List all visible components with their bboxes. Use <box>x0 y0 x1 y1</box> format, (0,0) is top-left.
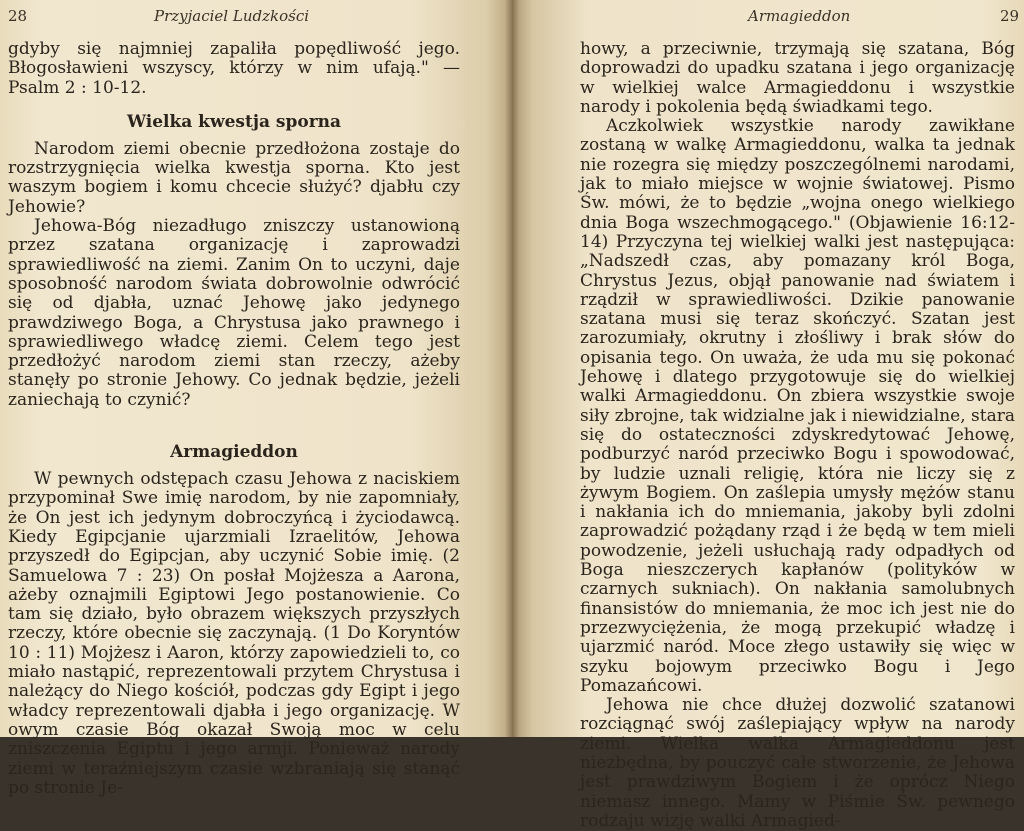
paragraph: Jehowa-Bóg niezadługo zniszczy ustanowioną przez szatana organizację i zaprowadzi sprawiedliwość na ziemi. Zanim On to uczyni, daje sposobność narodom świata dobrowolnie odwrócić się od djabła, uznać Jehowę jako jedynego prawdziwego Boga, a Chrystusa jako prawnego i sprawiedliwego władcę ziemi. Celem tego jest przedłożyć narodom ziemi stan rzeczy, ażeby stanęły po stronie Jehowy. Co jednak będzie, jeżeli zaniechają to czynić? <box>8 216 460 410</box>
left-page <box>0 0 512 798</box>
paragraph: Aczkolwiek wszystkie narody zawikłane zostaną w walkę Armagieddonu, walka ta jednak nie rozegra się między poszczególnemi narodami, jak to miało miejsce w wojnie światowej. Pismo Św. mówi, że to będzie „wojna onego wielkiego dnia Boga wszechmogącego." (Objawienie 16:12-14) Przyczyna tej wielkiej walki jest następująca: „Nadszedł czas, aby pomazany król Boga, Chrystus Jezus, objął panowanie nad światem i rządził w sprawiedliwości. Dzikie panowanie szatana musi się teraz skończyć. Szatan jest zarozumiały, okrutny i złośliwy i brak słów do opisania tego. On uważa, że uda mu się pokonać Jehowę i dlatego przygotowuje się do wielkiej walki Armagieddonu. On zbiera wszystkie swoje siły zbrojne, tak widzialne jak i niewidzialne, stara się do ostateczności zdyskredytować Jehowę, podburzyć naród przeciwko Bogu i spowodować, by ludzie uznali religię, która nie liczy się z żywym Bogiem. On zaślepia umysły mężów stanu i nakłania ich do mniemania, jakoby byli zdolni zaprowadzić pożądany rząd i że będą w tem mieli powodzenie, jeżeli usłuchają rady odpadłych od Boga nieszczerych kapłanów (polityków w czarnych sukniach). On nakłania samolubnych finansistów do mniemania, że moc ich jest nie do przezwyciężenia, że mogą przekupić władzę i ujarzmić naród. Moce złego ustawiły się więc w szyku bojowym przeciwko Bogu i Jego Pomazańcowi. <box>580 116 1015 696</box>
right-page <box>512 0 1024 831</box>
page-number: 28 <box>8 7 28 25</box>
section-heading: Wielka kwestja sporna <box>126 111 342 132</box>
section-heading: Armagieddon <box>170 442 298 463</box>
right-page-text <box>580 40 1015 831</box>
running-head: Armagieddon <box>748 7 851 25</box>
running-head: Przyjaciel Ludzkości <box>154 7 310 25</box>
paragraph: Jehowa nie chce dłużej dozwolić szatanowi rozciągnąć swój zaślepiający wpływ na narody ziemi. Wielka walka Armagieddonu jest niezbędna, by pouczyć całe stworzenie, że Jehowa jest prawdziwym Bogiem i że oprócz Niego niemasz innego. Mamy w Piśmie Św. pewnego rodzaju wizję walki Armagied- <box>580 695 1015 831</box>
paragraph: howy, a przeciwnie, trzymają się szatana, Bóg doprowadzi do upadku szatana i jego organizację w wielkiej walce Armagieddonu i wszystkie narody i pokolenia będą świadkami tego. <box>580 39 1015 117</box>
book-gutter <box>505 0 519 737</box>
left-page-text <box>8 40 460 798</box>
paragraph: W pewnych odstępach czasu Jehowa z naciskiem przypominał Swe imię narodom, by nie zapomniały, że On jest ich jedynym dobroczyńcą i życiodawcą. Kiedy Egipcjanie ujarzmiali Izraelitów, Jehowa przyszedł do Egipcjan, aby uczynić Sobie imię. (2 Samuelowa 7 : 23) On posłał Mojżesza a Aarona, ażeby oznajmili Egiptowi Jego postanowienie. Co tam się działo, było obrazem większych przyszłych rzeczy, które obecnie się zaczynają. (1 Do Koryntów 10 : 11) Mojżesz i Aaron, którzy zapowiedzieli to, co miało nastąpić, reprezentowali przytem Chrystusa i należący do Niego kościół, podczas gdy Egipt i jego władcy reprezentowali djabła i jego organizację. W owym czasie Bóg okazał Swoją moc w celu zniszczenia Egiptu i jego armji. Ponieważ narody ziemi w teraźniejszym czasie wzbraniają się stanąć po stronie Je- <box>8 469 460 798</box>
paragraph: Narodom ziemi obecnie przedłożona zostaje do rozstrzygnięcia wielka kwestja sporna. Kto jest waszym bogiem i komu chcecie służyć? djabłu czy Jehowie? <box>8 138 460 217</box>
paragraph: gdyby się najmniej zapaliła popędliwość jego. Błogosławieni wszyscy, którzy w nim ufają." — Psalm 2 : 10-12. <box>8 39 460 98</box>
page-number: 29 <box>1000 7 1020 25</box>
